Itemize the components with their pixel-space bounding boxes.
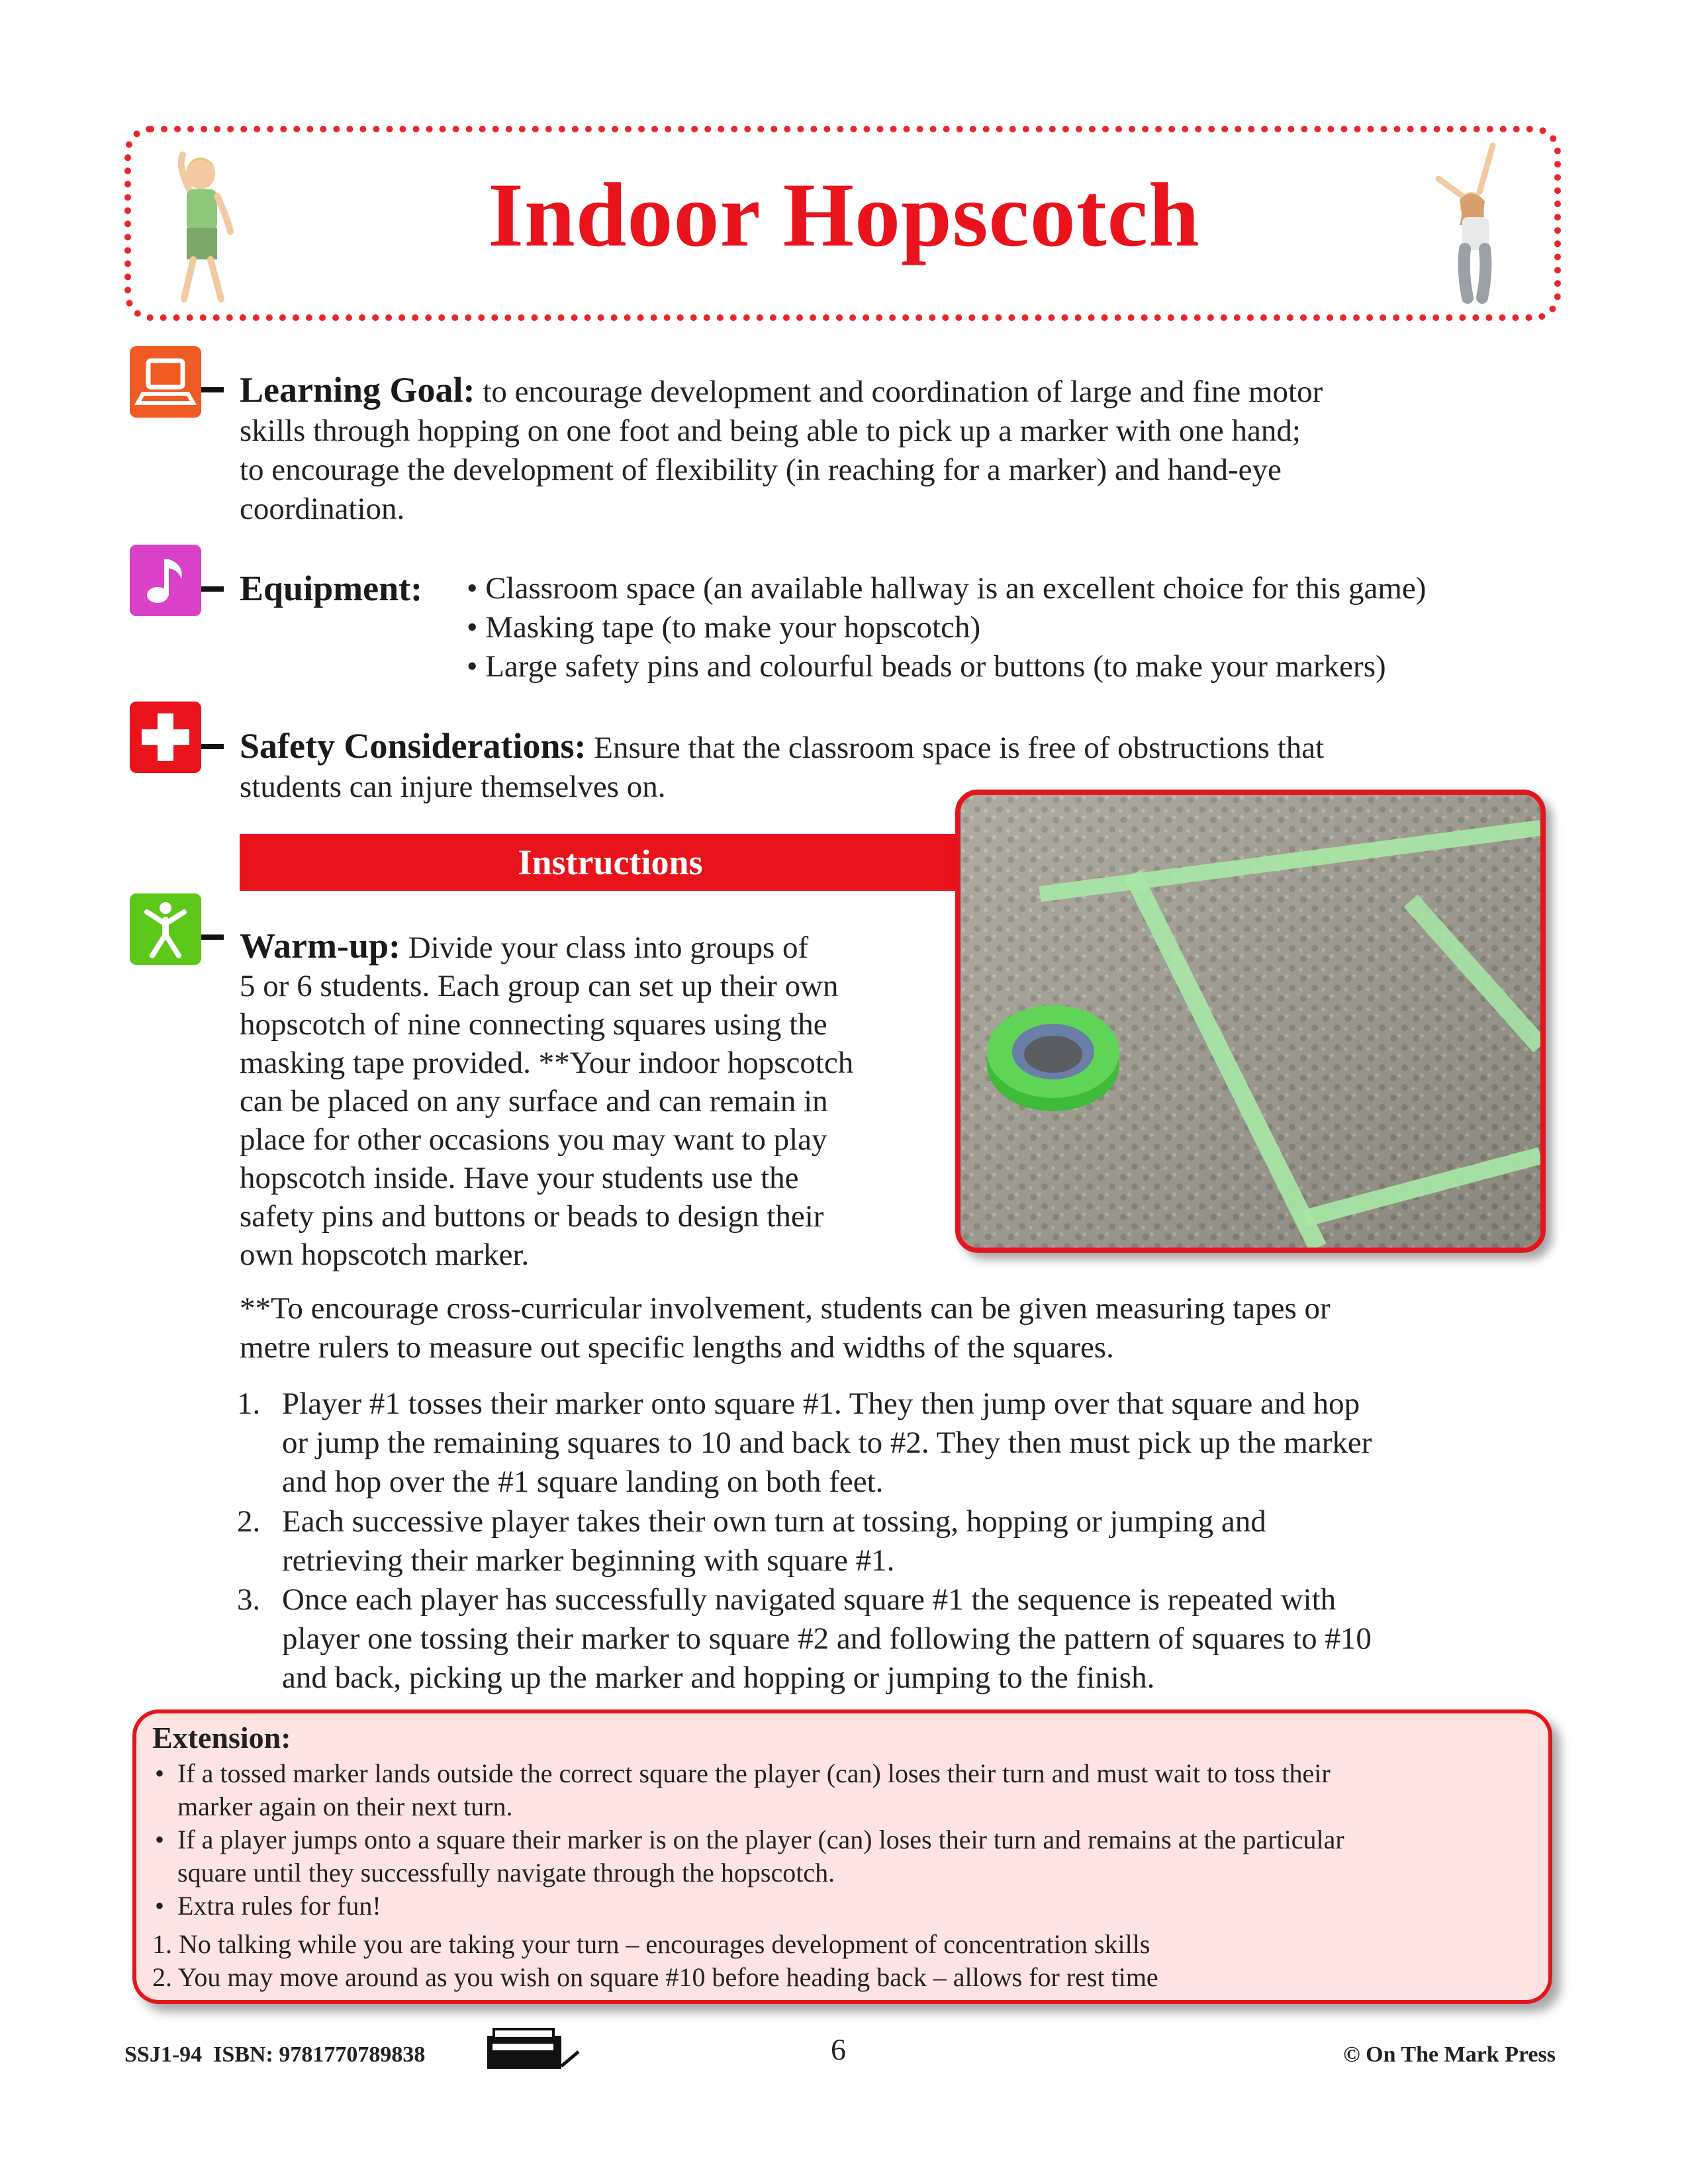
step-item	[237, 1580, 1554, 1700]
footer-isbn: ISBN: 9781770789838	[213, 2042, 426, 2067]
cross-curricular-note	[240, 1289, 1557, 1367]
extension-bullets	[152, 1757, 1529, 1994]
warmup-text: can be placed on any surface and can remain in	[240, 1084, 828, 1118]
warmup-text: hopscotch of nine connecting squares using the	[240, 1007, 827, 1042]
extension-box	[132, 1709, 1552, 2004]
bullet-dot-icon: •	[155, 1825, 165, 1854]
learning-goal-text: skills through hopping on one foot and being able to pick up a marker with one hand;	[240, 414, 1301, 448]
extension-bullet-text: If a tossed marker lands outside the correct square the player (can) loses their turn and must wait to toss their	[177, 1758, 1331, 1788]
step-text: Each successive player takes their own turn at tossing, hopping or jumping and	[282, 1504, 1266, 1539]
warmup-text: 5 or 6 students. Each group can set up their own	[240, 969, 839, 1003]
section-connector	[201, 934, 224, 940]
first-aid-cross-icon	[130, 702, 201, 773]
person-stretching-icon	[130, 893, 201, 965]
footer-code	[124, 2042, 425, 2068]
extension-bullet	[152, 1889, 1529, 1923]
instructions-header: Instructions	[518, 842, 703, 882]
learning-goal-text: to encourage the development of flexibility (in reaching for a marker) and hand-eye	[240, 453, 1282, 487]
warmup-text: safety pins and buttons or beads to design their	[240, 1199, 824, 1234]
cross-curricular-text: metre rulers to measure out specific lengths and widths of the squares.	[240, 1330, 1114, 1365]
step-text: or jump the remaining squares to 10 and back to #2. They then must pick up the marker	[282, 1426, 1372, 1460]
warmup-text: masking tape provided. **Your indoor hopscotch	[240, 1046, 854, 1080]
page-number: 6	[831, 2032, 846, 2066]
equipment-item: • Large safety pins and colourful beads or buttons (to make your markers)	[467, 649, 1386, 684]
laptop-icon	[130, 346, 201, 418]
safety-text: students can injure themselves on.	[240, 770, 666, 804]
warmup-text: own hopscotch marker.	[240, 1238, 530, 1272]
step-item	[237, 1502, 1554, 1582]
section-connector	[201, 744, 224, 749]
extension-bullet	[152, 1823, 1529, 1889]
equipment-item: • Classroom space (an available hallway is an excellent choice for this game)	[467, 571, 1427, 606]
extension-bullet	[152, 1757, 1529, 1823]
step-text: player one tossing their marker to square #2 and following the pattern of squares to #10	[282, 1621, 1372, 1656]
extension-heading: Extension:	[152, 1721, 291, 1754]
music-note-icon	[130, 545, 201, 616]
bullet-dot-icon: •	[155, 1891, 165, 1921]
footer-series-code: SSJ1-94	[124, 2042, 203, 2067]
extension-numbered-item: 2. You may move around as you wish on square #10 before heading back – allows for rest time	[152, 1962, 1158, 1992]
warmup-text: place for other occasions you may want to play	[240, 1122, 827, 1157]
extension-bullet-text: If a player jumps onto a square their marker is on the player (can) loses their turn and remains at the particular	[177, 1825, 1344, 1854]
safety-heading: Safety Considerations:	[240, 726, 586, 766]
photocopier-icon	[482, 2026, 581, 2074]
equipment-heading: Equipment:	[240, 569, 423, 608]
step-item	[237, 1385, 1554, 1504]
learning-goal-text: to encourage development and coordination of large and fine motor	[483, 375, 1323, 409]
safety-text: Ensure that the classroom space is free of obstructions that	[594, 731, 1325, 765]
step-text: and back, picking up the marker and hopping or jumping to the finish.	[282, 1661, 1155, 1695]
learning-goal-heading: Learning Goal:	[240, 370, 475, 410]
learning-goal-text: coordination.	[240, 492, 405, 526]
section-connector	[201, 387, 224, 392]
extension-bullet-text: marker again on their next turn.	[177, 1792, 513, 1821]
extension-bullet-text: square until they successfully navigate through the hopscotch.	[177, 1858, 835, 1888]
masking-tape-photo	[955, 790, 1546, 1253]
step-text: and hop over the #1 square landing on both feet.	[282, 1465, 884, 1499]
learning-goal-section	[240, 371, 1557, 529]
step-text: Player #1 tosses their marker onto square #1. They then jump over that square and hop	[282, 1387, 1360, 1421]
section-connector	[201, 586, 224, 592]
step-number: 2.	[237, 1504, 261, 1539]
cross-curricular-text: **To encourage cross-curricular involvement, students can be given measuring tapes or	[240, 1291, 1331, 1326]
step-number: 3.	[237, 1582, 261, 1617]
warmup-heading: Warm-up:	[240, 926, 400, 966]
boy-stretching-illustration	[164, 147, 244, 306]
warmup-text: hopscotch inside. Have your students use the	[240, 1161, 799, 1195]
bullet-dot-icon: •	[155, 1758, 165, 1788]
instructions-header-bar	[240, 834, 981, 891]
footer-copyright: © On The Mark Press	[1343, 2042, 1556, 2067]
step-text: Once each player has successfully navigated square #1 the sequence is repeated with	[282, 1582, 1336, 1617]
warmup-section	[240, 927, 955, 1274]
page-title: Indoor Hopscotch	[488, 164, 1200, 265]
step-text: retrieving their marker beginning with square #1.	[282, 1543, 895, 1578]
extension-numbered-item: 1. No talking while you are taking your turn – encourages development of concentration skills	[152, 1929, 1150, 1959]
extension-bullet-text: Extra rules for fun!	[177, 1891, 381, 1921]
step-number: 1.	[237, 1387, 261, 1421]
warmup-text: Divide your class into groups of	[408, 931, 809, 965]
equipment-item: • Masking tape (to make your hopscotch)	[467, 610, 981, 645]
girl-dancing-illustration	[1427, 139, 1519, 304]
